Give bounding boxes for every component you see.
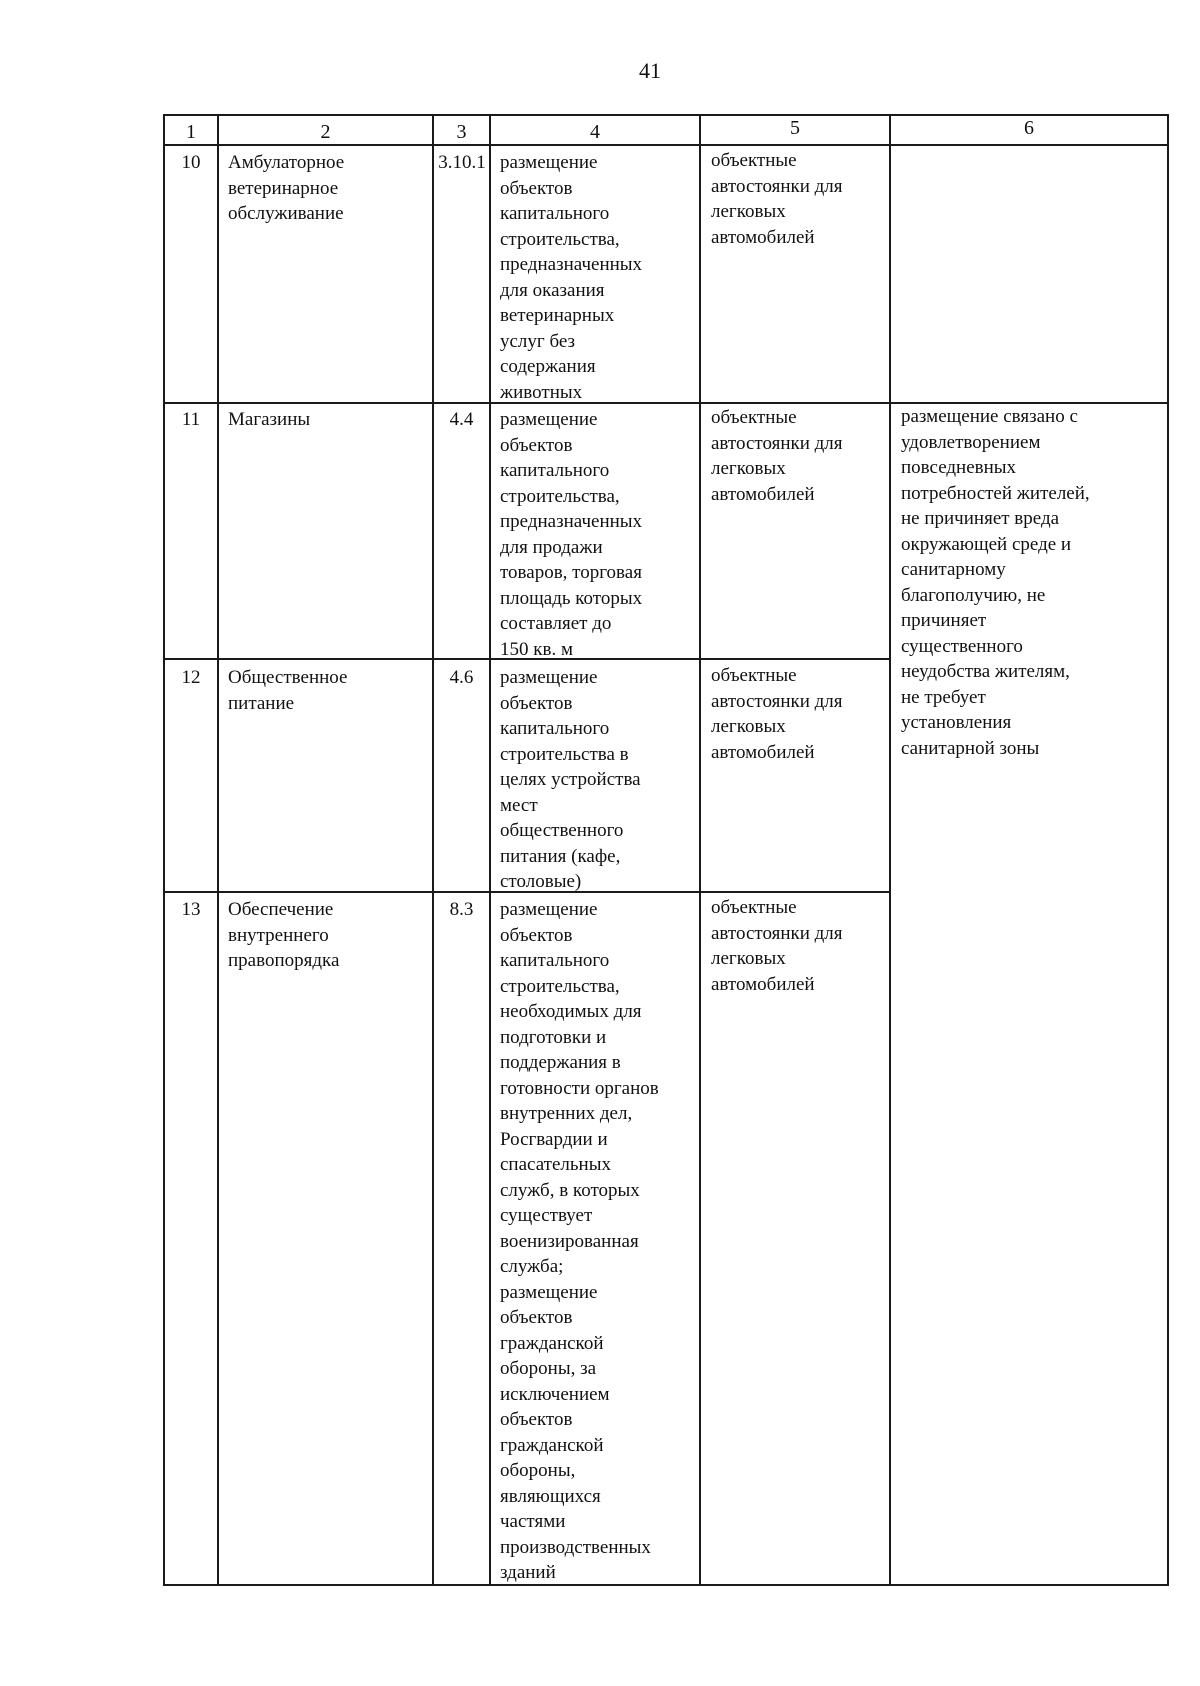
row-number: 13 <box>181 899 201 920</box>
use-type-description: размещение объектов капитального строительства, необходимых для подготовки и поддержания в готовности органов внутренних дел, Росгвардии и спасательных служб, в которых существует военизированная служба; размещение объектов гражданской обороны, за исключением объектов гражданской обороны, являющихся частями производственных зданий <box>500 899 659 1583</box>
header-col-1: 1 <box>186 121 196 143</box>
header-bottom-border <box>163 144 1169 146</box>
col-4-right-border <box>699 114 701 1586</box>
row-number: 12 <box>181 667 201 688</box>
parking-requirement: объектные автостоянки для легковых автомобилей <box>711 407 843 505</box>
row-number: 11 <box>181 409 201 430</box>
use-type-name: Обеспечение внутреннего правопорядка <box>228 899 340 971</box>
table-right-border <box>1167 114 1169 1586</box>
header-col-5: 5 <box>790 117 800 139</box>
parking-requirement: объектные автостоянки для легковых автомобилей <box>711 665 843 763</box>
use-type-name: Общественное питание <box>228 667 348 714</box>
row-number: 10 <box>181 152 201 173</box>
use-type-description: размещение объектов капитального строительства в целях устройства мест общественного питания (кафе, столовые) <box>500 667 641 892</box>
parking-requirement: объектные автостоянки для легковых автомобилей <box>711 150 843 248</box>
header-col-4: 4 <box>590 121 600 143</box>
parking-requirement: объектные автостоянки для легковых автомобилей <box>711 897 843 995</box>
use-type-code: 4.4 <box>449 409 474 430</box>
col-3-right-border <box>489 114 491 1586</box>
header-col-3: 3 <box>456 121 467 143</box>
col-1-right-border <box>217 114 219 1586</box>
use-type-description: размещение объектов капитального строительства, предназначенных для оказания ветеринарных услуг без содержания животных <box>500 152 643 403</box>
use-type-description: размещение объектов капитального строительства, предназначенных для продажи товаров, торговая площадь которых составляет до 150 кв. м <box>500 409 643 660</box>
table-left-border <box>163 114 165 1586</box>
merged-conditions-note: размещение связано с удовлетворением повседневных потребностей жителей, не причиняет вреда окружающей среде и санитарному благополучию, не причиняет существенного неудобства жителям, не требует установления санитарной зоны <box>901 406 1090 759</box>
header-col-2: 2 <box>320 121 331 143</box>
use-type-code: 3.10.1 <box>438 152 486 173</box>
col-2-right-border <box>432 114 434 1586</box>
use-type-code: 8.3 <box>449 899 474 920</box>
use-type-name: Магазины <box>228 409 311 430</box>
header-col-6: 6 <box>1024 117 1034 139</box>
use-type-code: 4.6 <box>449 667 474 688</box>
use-type-name: Амбулаторное ветеринарное обслуживание <box>228 152 345 224</box>
col-5-right-border <box>889 114 891 1586</box>
page-number: 41 <box>639 58 661 83</box>
